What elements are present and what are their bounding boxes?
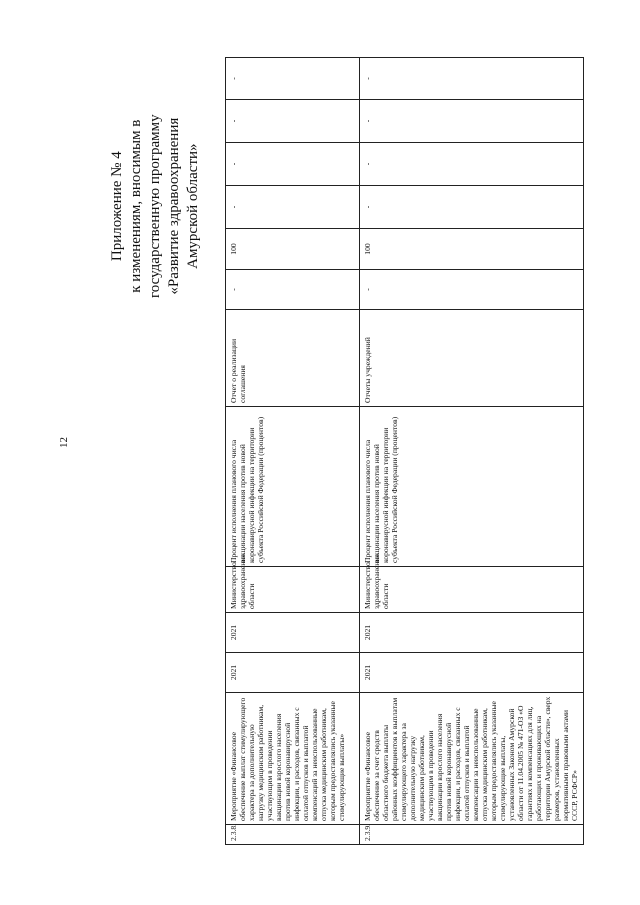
- event-description: Мероприятие «Финансовое обеспечение за счет средств областного бюджета выплаты районных коэффициентов к выплатам стимулирующего характера за дополнительную нагрузку медицинским работникам, участвующим в проведении вакцинации взрослого населения против новой коронавирусной инфекции, и расходов, связанных с оплатой отпусков и выплатой компенсации за неиспользованные отпуска медицинским работникам, которым предоставлялись указанные стимулирующие выплаты, установленных Законом Амурской области от 11.04.2005 № 471-ОЗ «О гарантиях и компенсациях для лиц, работающих и проживающих на территории Амурской области», сверх размеров, установленных нормативными правовыми актами СССР, РСФСР»: [360, 693, 584, 825]
- value-cell: -: [226, 186, 360, 229]
- row-number: 2.3.8.: [226, 825, 360, 845]
- value-cell: -: [226, 270, 360, 310]
- event-description: Мероприятие «Финансовое обеспечение выплат стимулирующего характера за дополнительную нагрузку медицинским работникам, участвующим в проведении вакцинации взрослого населения против новой коронавирусной инфекции, и расходов, связанных с оплатой отпусков и выплатой компенсаций за неиспользованные отпуска медицинским работникам, которым предоставлялись указанные стимулирующие выплаты»: [226, 693, 360, 825]
- measures-table-wrapper: [225, 58, 583, 845]
- appendix-line: Амурской области»: [185, 143, 201, 269]
- value-cell: -: [226, 100, 360, 143]
- value-cell: 100: [226, 229, 360, 270]
- measures-table: [225, 57, 584, 845]
- appendix-line: государственную программу: [147, 114, 163, 298]
- value-cell: -: [226, 58, 360, 100]
- appendix-line: Приложение № 4: [109, 151, 125, 262]
- value-cell: -: [360, 100, 584, 143]
- value-cell: -: [360, 186, 584, 229]
- executor: Министерство здравоохранения области: [226, 567, 360, 613]
- year-end: 2021: [226, 613, 360, 653]
- indicator: Процент исполнения планового числа вакцинации населения против новой коронавирусной инфекции на территории субъекта Российской Федерации (процентов): [360, 407, 584, 567]
- year-end: 2021: [360, 613, 584, 653]
- page-number: 12: [58, 437, 70, 448]
- value-cell: -: [226, 143, 360, 186]
- year-start: 2021: [360, 653, 584, 693]
- value-cell: 100: [360, 229, 584, 270]
- appendix-line: к изменениям, вносимым в: [128, 119, 144, 293]
- value-cell: -: [360, 270, 584, 310]
- executor: Министерство здравоохранения области: [360, 567, 584, 613]
- data-source: Отчет о реализации соглашения: [226, 310, 360, 407]
- appendix-heading: [108, 114, 203, 298]
- year-start: 2021: [226, 653, 360, 693]
- data-source: Отчеты учреждений: [360, 310, 584, 407]
- appendix-line: «Развитие здравоохранения: [166, 117, 182, 295]
- table-row: [226, 58, 360, 845]
- row-number: 2.3.9.: [360, 825, 584, 845]
- indicator: Процент исполнения планового числа вакцинации населения против новой коронавирусной инфекции на территории субъекта Российской Федерации (процентов): [226, 407, 360, 567]
- value-cell: -: [360, 143, 584, 186]
- table-row: [360, 58, 584, 845]
- value-cell: -: [360, 58, 584, 100]
